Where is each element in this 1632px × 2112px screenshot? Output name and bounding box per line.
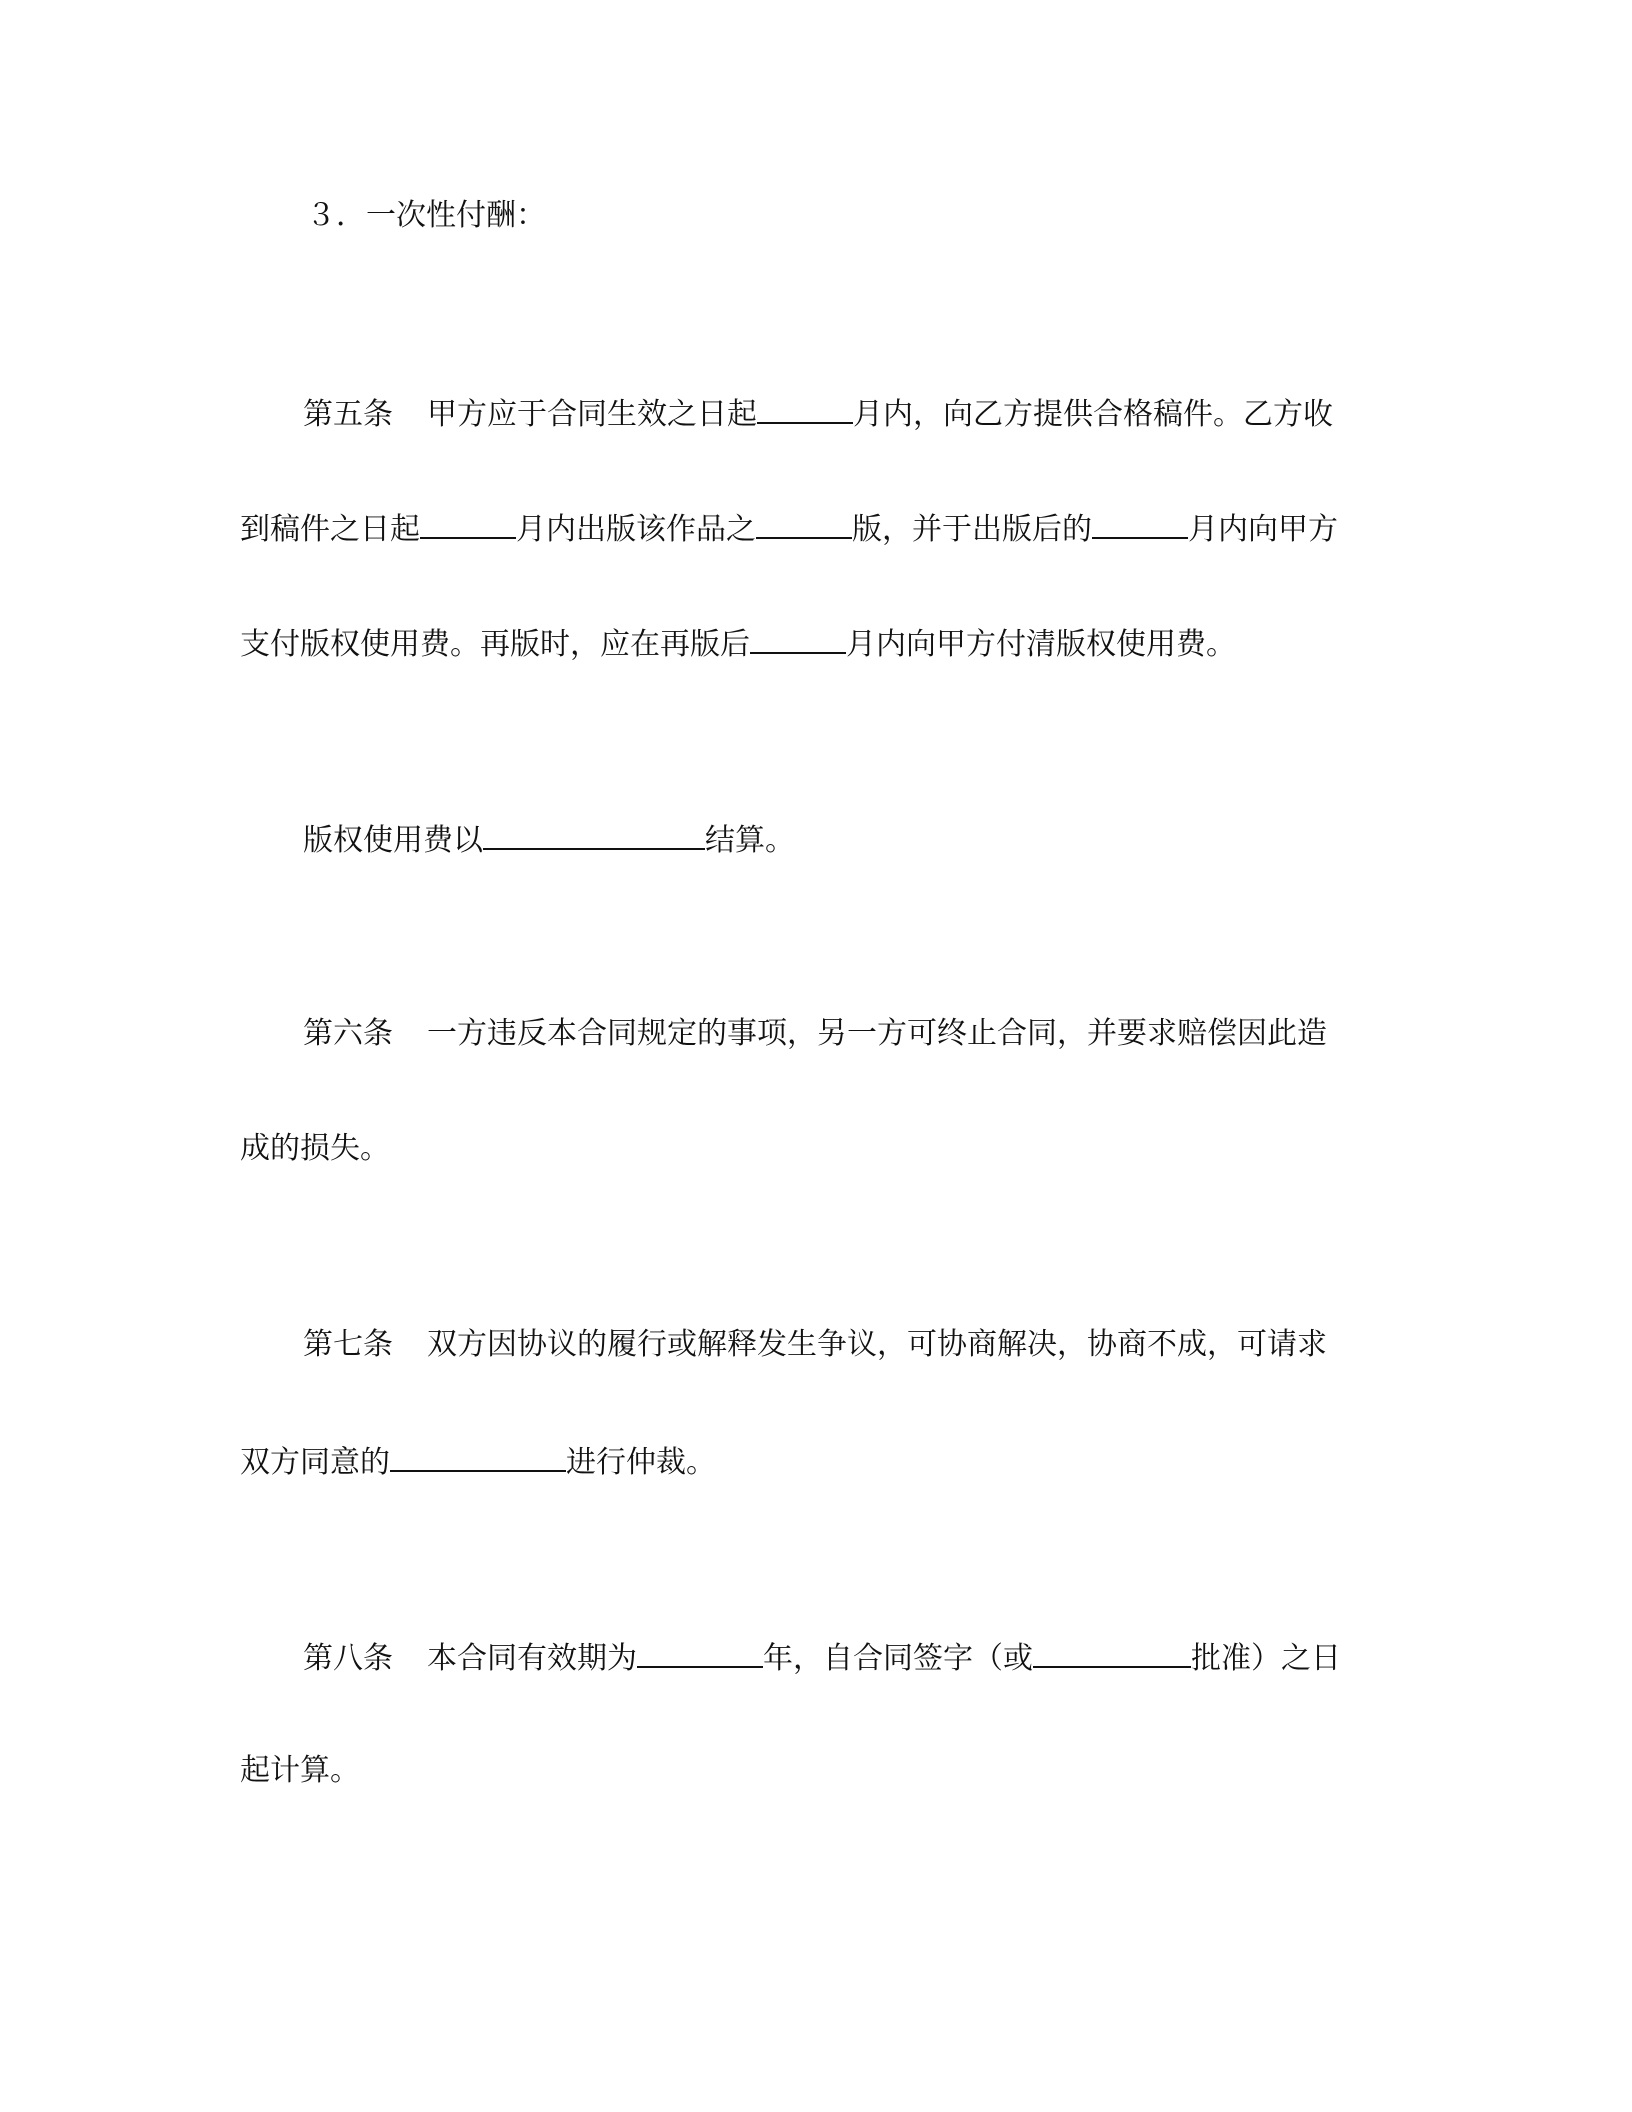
article-7-text-1: 双方因协议的履行或解释发生争议，可协商解决，协商不成，可请求 bbox=[427, 1327, 1327, 1362]
article-5-line-1 bbox=[303, 392, 1390, 435]
blank-months-pay[interactable] bbox=[1092, 507, 1188, 539]
settlement-line bbox=[303, 818, 1390, 861]
article-5-line-2 bbox=[240, 507, 1390, 550]
article-6-text-2: 成的损失。 bbox=[240, 1131, 390, 1166]
article-7-line-2 bbox=[240, 1440, 1390, 1483]
blank-months-reprint-pay[interactable] bbox=[750, 622, 846, 654]
article-7-text-2: 双方同意的 bbox=[240, 1445, 390, 1480]
blank-months-publish[interactable] bbox=[420, 507, 516, 539]
article-5-text-8: 月内向甲方付清版权使用费。 bbox=[846, 627, 1236, 662]
article-8-label: 第八条 bbox=[303, 1641, 393, 1676]
article-5-text-6: 月内向甲方 bbox=[1188, 512, 1338, 547]
article-5-text-1: 甲方应于合同生效之日起 bbox=[427, 397, 757, 432]
article-6-line-2 bbox=[240, 1129, 1390, 1169]
article-8-text-1: 本合同有效期为 bbox=[427, 1641, 637, 1676]
blank-approval-authority[interactable] bbox=[1033, 1636, 1191, 1668]
article-7-label: 第七条 bbox=[303, 1327, 393, 1362]
article-5-label: 第五条 bbox=[303, 397, 393, 432]
article-6-label: 第六条 bbox=[303, 1016, 393, 1051]
blank-months-deliver[interactable] bbox=[757, 392, 853, 424]
article-5-line-3 bbox=[240, 622, 1390, 665]
article-8-text-4: 起计算。 bbox=[240, 1753, 360, 1788]
article-5-text-4: 月内出版该作品之 bbox=[516, 512, 756, 547]
article-5-text-3: 到稿件之日起 bbox=[240, 512, 420, 547]
article-7-text-3: 进行仲裁。 bbox=[566, 1445, 716, 1480]
blank-arbitration-body[interactable] bbox=[390, 1440, 566, 1472]
article-8-text-3: 批准）之日 bbox=[1191, 1641, 1341, 1676]
article-5-text-5: 版，并于出版后的 bbox=[852, 512, 1092, 547]
article-6-text-1: 一方违反本合同规定的事项，另一方可终止合同，并要求赔偿因此造 bbox=[427, 1016, 1327, 1051]
item-3-heading bbox=[306, 196, 1456, 236]
blank-edition[interactable] bbox=[756, 507, 852, 539]
article-8-text-2: 年，自合同签字（或 bbox=[763, 1641, 1033, 1676]
article-6-line-1 bbox=[303, 1014, 1390, 1054]
article-8-line-2 bbox=[240, 1751, 1390, 1791]
blank-validity-years[interactable] bbox=[637, 1636, 763, 1668]
article-5-text-2: 月内，向乙方提供合格稿件。乙方收 bbox=[853, 397, 1333, 432]
item-3-text: ３．一次性付酬： bbox=[306, 198, 546, 233]
article-7-line-1 bbox=[303, 1325, 1390, 1365]
blank-settlement-currency[interactable] bbox=[483, 818, 705, 850]
settlement-text-2: 结算。 bbox=[705, 823, 795, 858]
article-8-line-1 bbox=[303, 1636, 1390, 1679]
settlement-text-1: 版权使用费以 bbox=[303, 823, 483, 858]
article-5-text-7: 支付版权使用费。再版时，应在再版后 bbox=[240, 627, 750, 662]
